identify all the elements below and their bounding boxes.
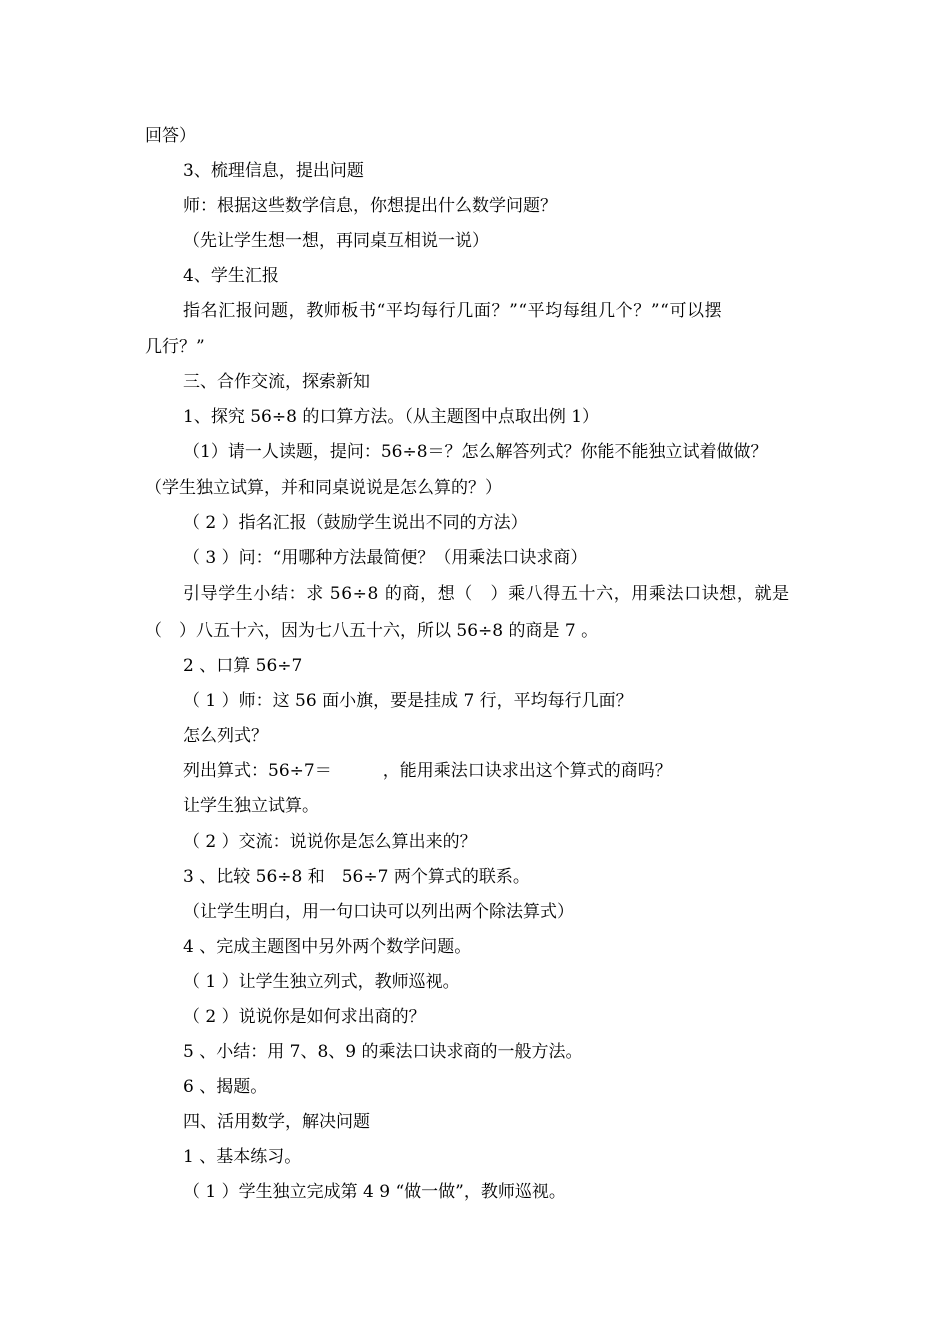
text-line: （ 3 ）问：“用哪种方法最简便？（用乘法口诀求商） xyxy=(183,548,588,568)
text-line: （先让学生想一想，再同桌互相说一说） xyxy=(183,231,489,251)
text-line: 3、梳理信息，提出问题 xyxy=(183,161,364,181)
text-line: （ 2 ）指名汇报（鼓励学生说出不同的方法） xyxy=(183,513,528,533)
text-line: 5 、小结：用 7、8、9 的乘法口诀求商的一般方法。 xyxy=(183,1042,583,1062)
text-line: 1 、基本练习。 xyxy=(183,1147,302,1167)
text-line: 4 、完成主题图中另外两个数学问题。 xyxy=(183,937,472,957)
text-line: 引导学生小结：求 56÷8 的商，想（ ）乘八得五十六，用乘法口诀想，就是 xyxy=(183,584,790,604)
text-line: 怎么列式？ xyxy=(183,726,268,746)
text-line: （ 2 ）说说你是如何求出商的？ xyxy=(183,1007,426,1027)
text-line: （ 1 ）让学生独立列式，教师巡视。 xyxy=(183,972,460,992)
text-line: （ ）八五十六，因为七八五十六，所以 56÷8 的商是 7 。 xyxy=(145,621,599,641)
text-line: 四、活用数学，解决问题 xyxy=(183,1112,370,1132)
text-line: 三、合作交流，探索新知 xyxy=(183,372,370,392)
text-line: （1）请一人读题，提问：56÷8＝？怎么解答列式？你能不能独立试着做做？ xyxy=(183,442,768,462)
text-line: 几行？” xyxy=(145,337,205,357)
text-line: 回答） xyxy=(145,126,196,146)
text-line: 6 、揭题。 xyxy=(183,1077,268,1097)
text-line: 指名汇报问题，教师板书“平均每行几面？”“平均每组几个？”“可以摆 xyxy=(183,301,723,321)
text-line: 2 、口算 56÷7 xyxy=(183,656,303,676)
text-line: （ 1 ）师：这 56 面小旗，要是挂成 7 行，平均每行几面？ xyxy=(183,691,633,711)
text-line: （学生独立试算，并和同桌说说是怎么算的？） xyxy=(145,478,502,498)
text-line: 3 、比较 56÷8 和 56÷7 两个算式的联系。 xyxy=(183,867,530,887)
text-line: 4、学生汇报 xyxy=(183,266,279,286)
text-line: 师：根据这些数学信息，你想提出什么数学问题？ xyxy=(183,196,557,216)
text-line: （让学生明白，用一句口诀可以列出两个除法算式） xyxy=(183,902,574,922)
text-line: （ 2 ）交流：说说你是怎么算出来的？ xyxy=(183,832,477,852)
text-line: 列出算式：56÷7＝ ，能用乘法口诀求出这个算式的商吗？ xyxy=(183,761,672,781)
text-line: 1、探究 56÷8 的口算方法。（从主题图中点取出例 1） xyxy=(183,407,600,427)
text-line: （ 1 ）学生独立完成第 4 9 “做一做”，教师巡视。 xyxy=(183,1182,566,1202)
text-line: 让学生独立试算。 xyxy=(183,796,319,816)
